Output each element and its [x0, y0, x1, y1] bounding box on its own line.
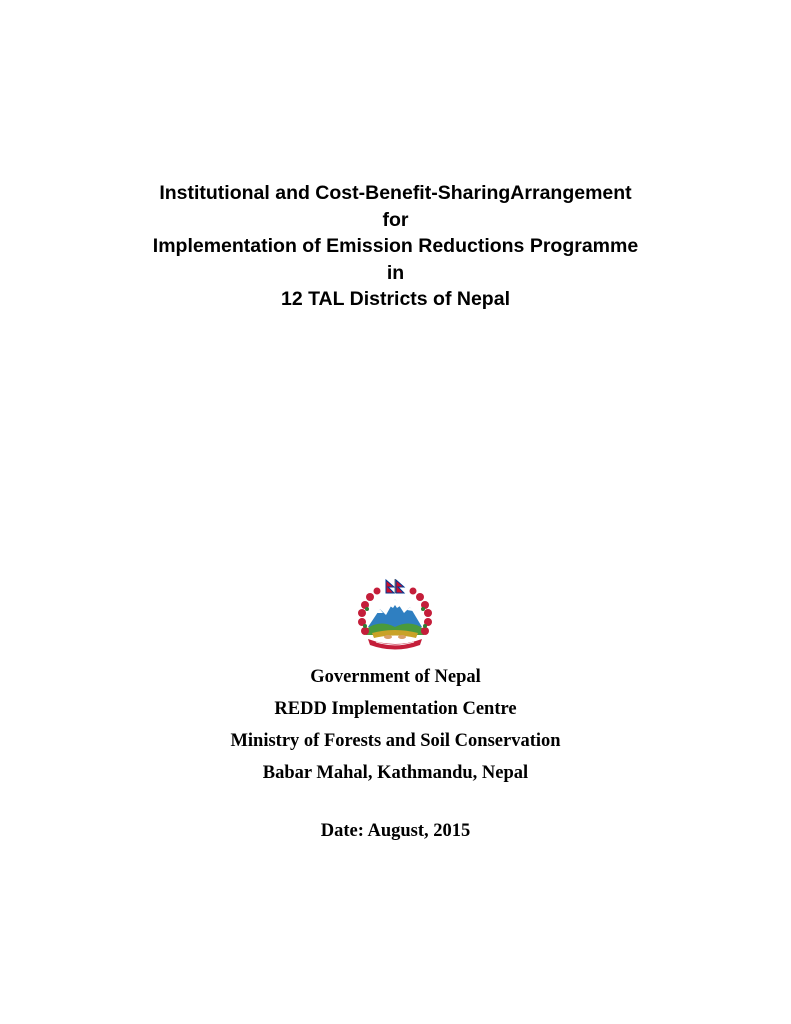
nepal-coat-of-arms-icon [350, 575, 440, 655]
org-government: Government of Nepal [310, 667, 481, 687]
org-ministry: Ministry of Forests and Soil Conservation [230, 731, 561, 751]
title-line-1: Institutional and Cost-Benefit-SharingArrangement [159, 182, 632, 204]
document-date: Date: August, 2015 [320, 821, 471, 841]
title-line-5: 12 TAL Districts of Nepal [280, 288, 510, 310]
title-line-4: in [386, 261, 405, 284]
title-line-3: Implementation of Emission Reductions Programme [152, 235, 639, 257]
issuing-organization [0, 661, 791, 789]
org-centre: REDD Implementation Centre [274, 699, 517, 719]
document-title [0, 180, 791, 313]
title-line-2: for [382, 208, 409, 231]
org-address: Babar Mahal, Kathmandu, Nepal [262, 763, 529, 783]
